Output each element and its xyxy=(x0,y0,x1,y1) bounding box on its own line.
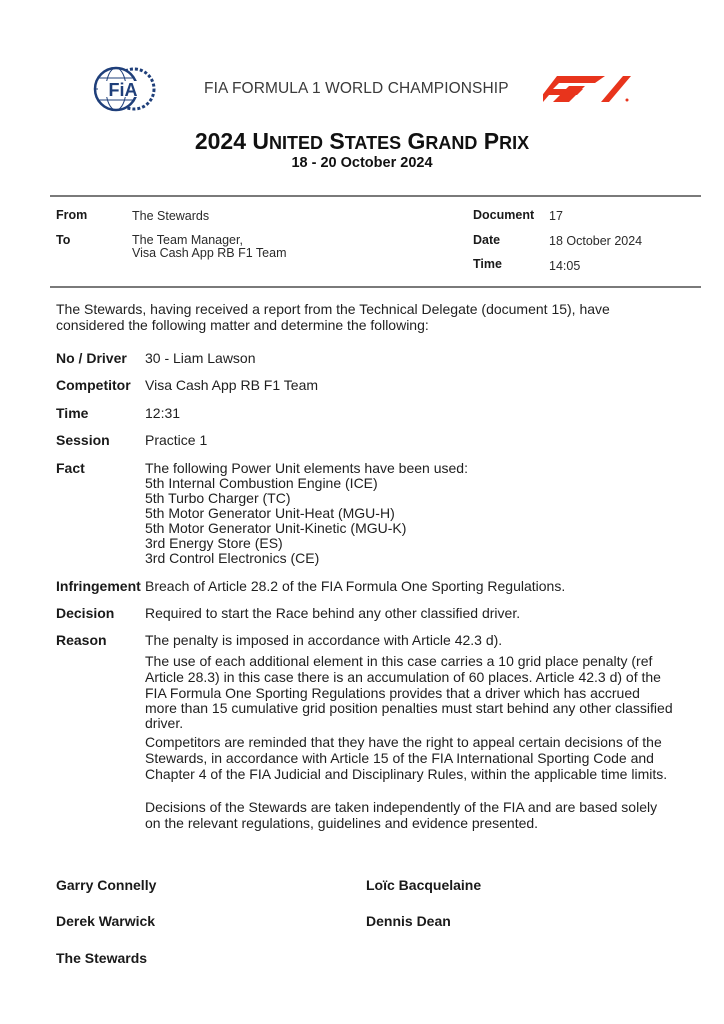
reason-para-3-line: Stewards, in accordance with Article 15 of the FIA International Sporting Code and xyxy=(145,750,654,766)
incident-time-label: Time xyxy=(56,405,89,421)
reason-line: The penalty is imposed in accordance with Article 42.3 d). xyxy=(145,632,503,648)
event-dates: 18 - 20 October 2024 xyxy=(291,155,433,171)
document-label: Document xyxy=(473,208,535,222)
date-value: 18 October 2024 xyxy=(549,234,643,248)
to-value-line1: The Team Manager, xyxy=(132,233,243,247)
fact-line: 5th Motor Generator Unit-Heat (MGU-H) xyxy=(145,505,395,521)
decision-value: Required to start the Race behind any other classified driver. xyxy=(145,605,521,621)
reason-para-2-line: FIA Formula One Sporting Regulations provides that a driver which has accrued xyxy=(145,685,640,701)
reason-para-3-line: Chapter 4 of the FIA Judicial and Disciplinary Rules, within the applicable time limits. xyxy=(145,766,668,782)
infringement-value: Breach of Article 28.2 of the FIA Formula One Sporting Regulations. xyxy=(145,578,566,594)
event-title xyxy=(0,128,724,155)
event-word: STATES xyxy=(329,128,402,154)
intro-line-2: considered the following matter and determine the following: xyxy=(56,317,429,333)
driver-label: No / Driver xyxy=(56,350,127,366)
reason-para-2-line: driver. xyxy=(145,715,184,731)
date-label: Date xyxy=(473,233,501,247)
competitor-value: Visa Cash App RB F1 Team xyxy=(145,377,319,393)
session-value: Practice 1 xyxy=(145,432,208,448)
event-word: UNITED xyxy=(252,128,324,154)
session-label: Session xyxy=(56,432,110,448)
event-year: 2024 xyxy=(194,128,247,154)
reason-para-4-line: Decisions of the Stewards are taken independently of the FIA and are based solely xyxy=(145,799,658,815)
championship-title: FIA FORMULA 1 WORLD CHAMPIONSHIP xyxy=(204,80,509,97)
event-word: PRIX xyxy=(483,128,530,154)
reason-label: Reason xyxy=(56,632,107,648)
reason-para-2-line: more than 15 cumulative grid position penalties must start behind any other classified xyxy=(145,700,673,716)
fact-line: 3rd Energy Store (ES) xyxy=(145,535,283,551)
steward-name: Garry Connelly xyxy=(56,877,157,893)
steward-name: Loïc Bacquelaine xyxy=(366,877,482,893)
to-value-line2: Visa Cash App RB F1 Team xyxy=(132,246,287,260)
f1-logo-icon xyxy=(543,76,633,102)
time-value: 14:05 xyxy=(549,259,581,273)
from-label: From xyxy=(56,208,88,222)
event-word: GRAND xyxy=(407,128,478,154)
competitor-label: Competitor xyxy=(56,377,131,393)
reason-para-2-line: The use of each additional element in this case carries a 10 grid place penalty (ref xyxy=(145,653,653,669)
from-value: The Stewards xyxy=(132,209,210,223)
steward-name: Derek Warwick xyxy=(56,913,156,929)
fact-line: 5th Motor Generator Unit-Kinetic (MGU-K) xyxy=(145,520,407,536)
steward-name: Dennis Dean xyxy=(366,913,451,929)
document-number: 17 xyxy=(549,209,563,223)
to-label: To xyxy=(56,233,71,247)
reason-para-3-line: Competitors are reminded that they have the right to appeal certain decisions of the xyxy=(145,734,662,750)
intro-line-1: The Stewards, having received a report from the Technical Delegate (document 15), have xyxy=(56,301,610,317)
fact-line: 3rd Control Electronics (CE) xyxy=(145,550,320,566)
fact-label: Fact xyxy=(56,460,85,476)
infringement-label: Infringement xyxy=(56,578,141,594)
driver-value: 30 - Liam Lawson xyxy=(145,350,256,366)
decision-label: Decision xyxy=(56,605,115,621)
fact-line: 5th Internal Combustion Engine (ICE) xyxy=(145,475,378,491)
time-label: Time xyxy=(473,257,502,271)
signature-footer: The Stewards xyxy=(56,950,148,966)
reason-para-2-line: Article 28.3) in this case there is an accumulation of 60 places. Article 42.3 d) of the xyxy=(145,669,661,685)
svg-text:FiA: FiA xyxy=(108,80,138,100)
divider-bottom xyxy=(50,286,701,288)
fia-logo-icon xyxy=(92,66,156,112)
reason-para-4-line: on the relevant regulations, guidelines and evidence presented. xyxy=(145,815,539,831)
incident-time-value: 12:31 xyxy=(145,405,181,421)
fact-line: The following Power Unit elements have been used: xyxy=(145,460,468,476)
fact-line: 5th Turbo Charger (TC) xyxy=(145,490,291,506)
divider-top xyxy=(50,195,701,197)
